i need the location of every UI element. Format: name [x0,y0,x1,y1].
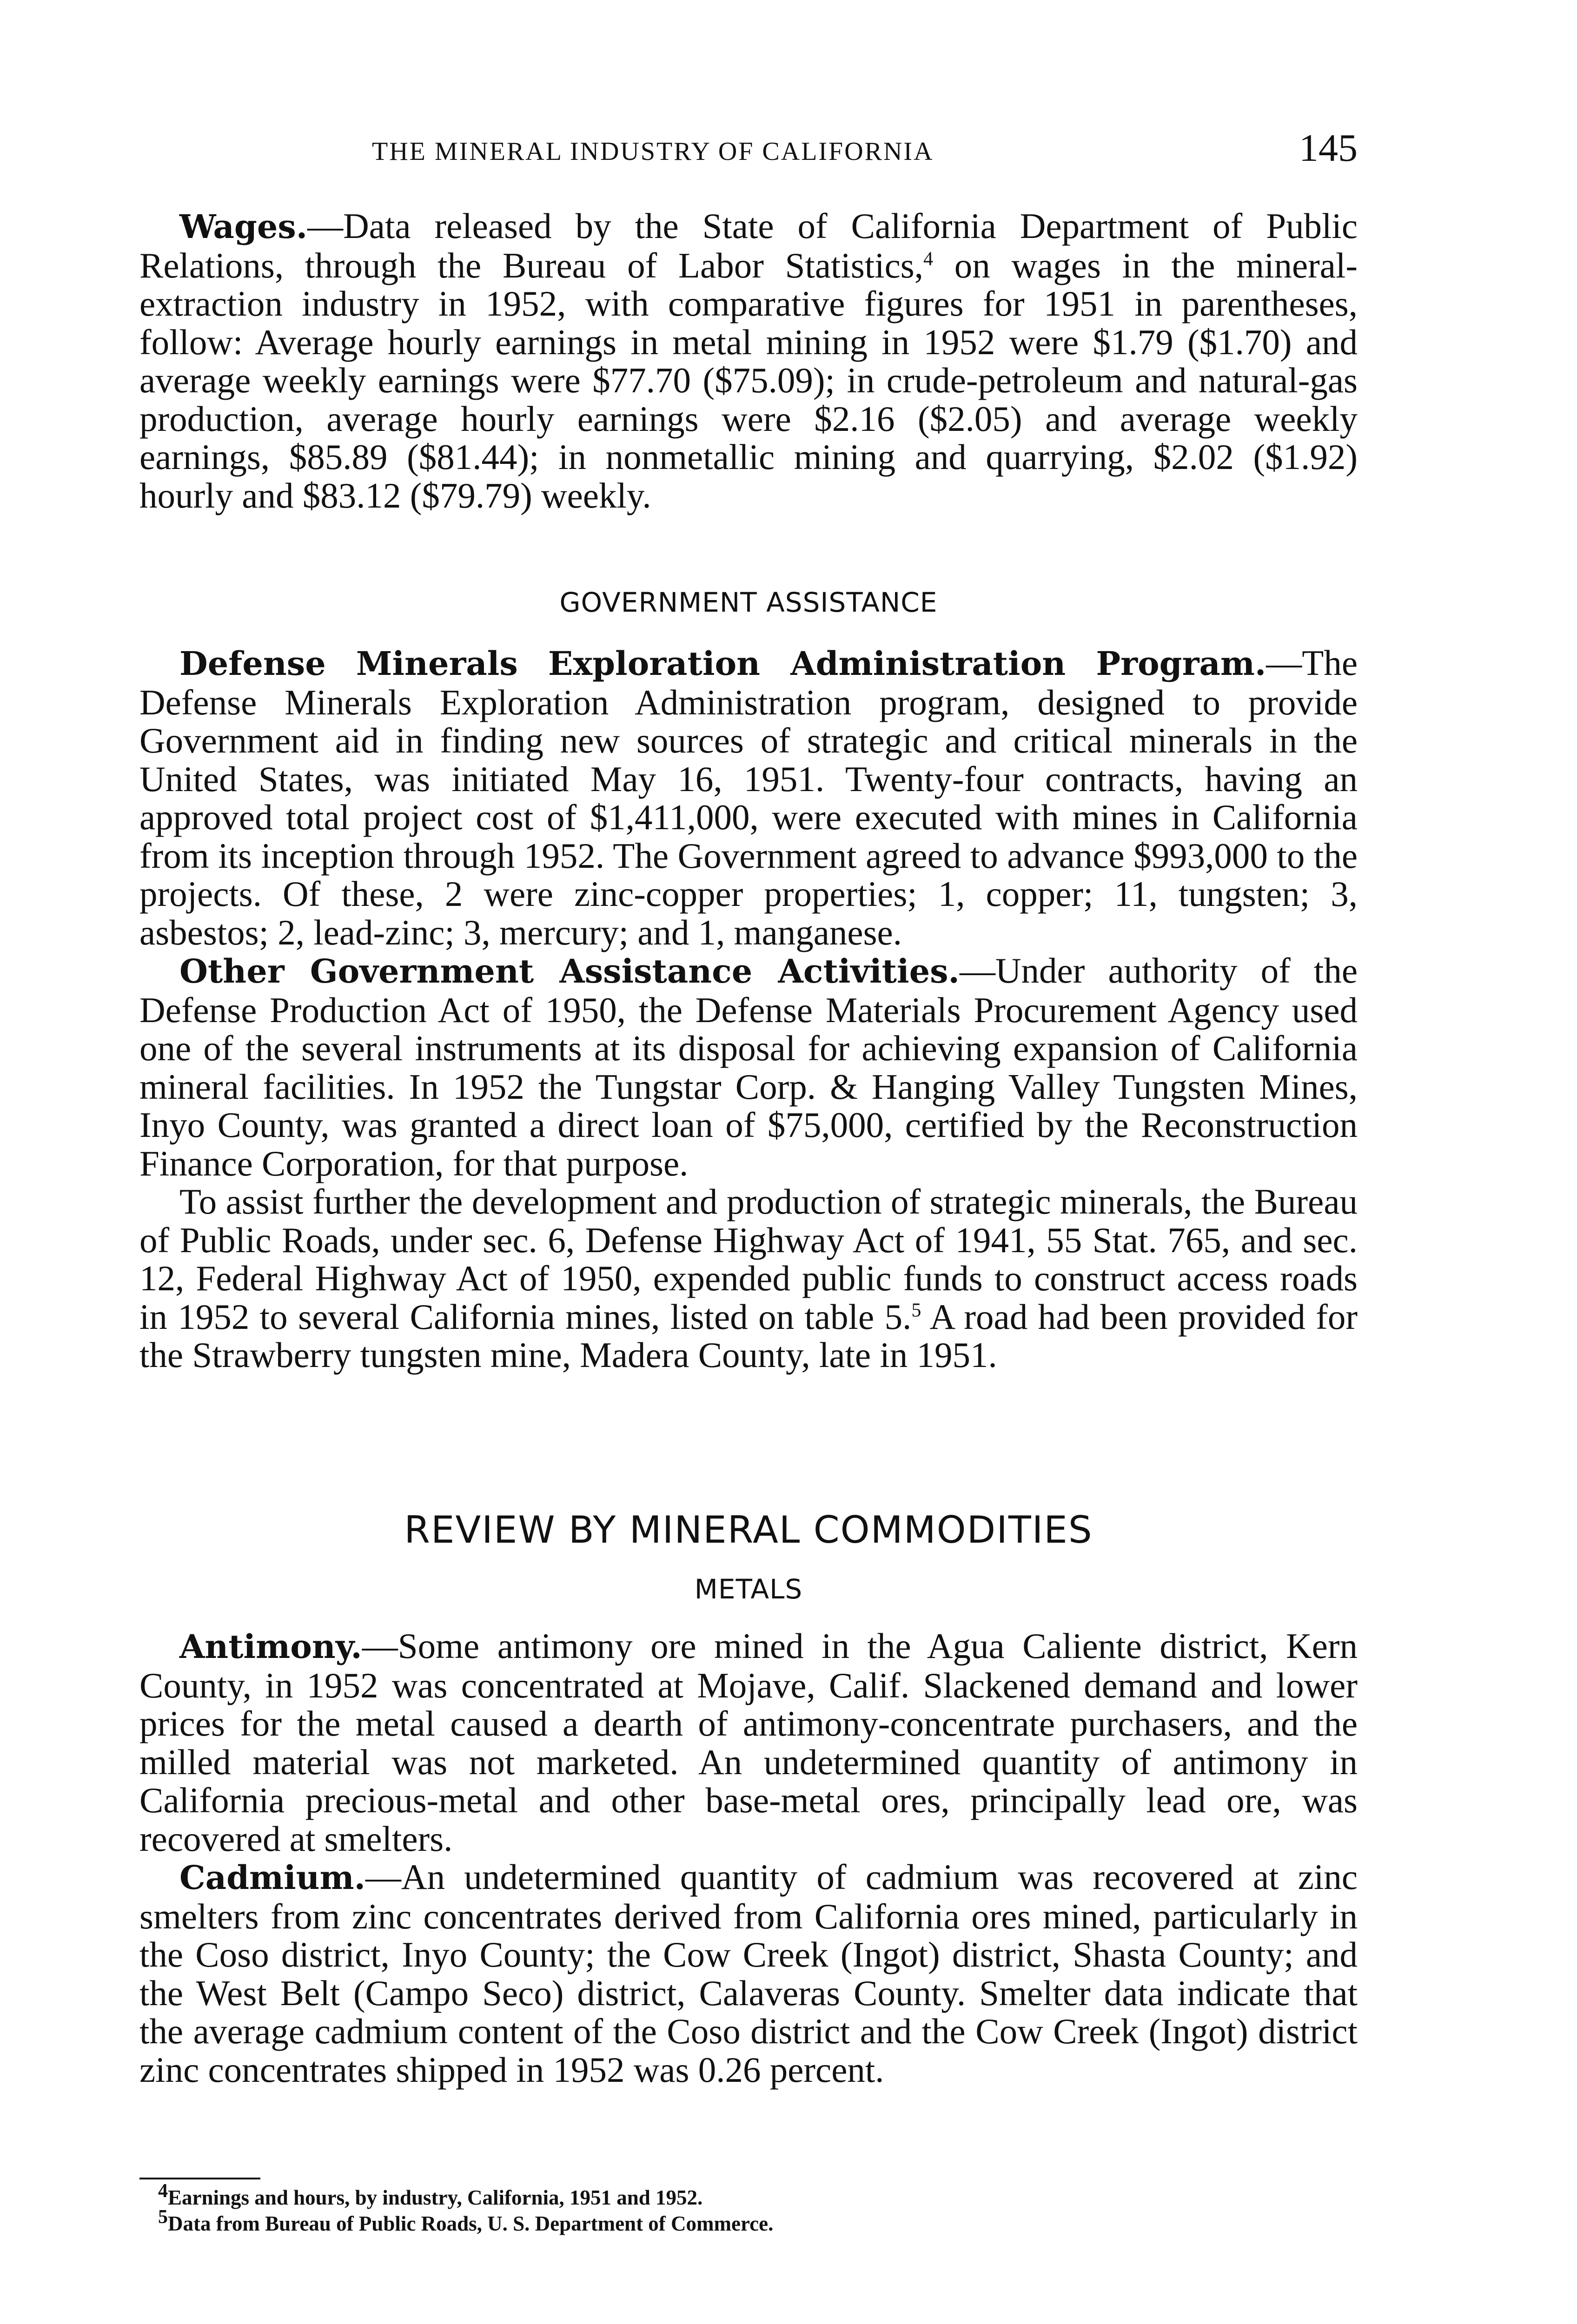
wages-text-part1: —Data released by the State of California Department of Public Relations, through the Bureau of Labor Statistics, [139,206,1358,285]
review-heading: REVIEW BY MINERAL COMMODITIES [404,1508,1093,1552]
page-number: 145 [1299,126,1358,170]
wages-text-part2: on wages in the mineral-extraction industry in 1952, with comparative figures for 1951 in parentheses, follow: Average hourly earnings in metal mining in 1952 were $1.79 ($1.70) and average weekly earnings were $77.70 ($75.09); in crude-petroleum and natural-gas production, average hourly earnings were $2.16 ($2.05) and average weekly earnings, $85.89 ($81.44); in nonmetallic mining and quarrying, $2.02 ($1.92) hourly and $83.12 ($79.79) weekly. [139,245,1358,515]
access-roads-text-part1: To assist further the development and production of strategic minerals, the Bureau of Public Roads, under sec. 6, Defense Highway Act of 1941, 55 Stat. 765, and sec. 12, Federal Highway Act of 1950, expended public funds to construct access roads in 1952 to several California mines, listed on table 5. [139,1182,1358,1337]
wages-section [139,207,1358,515]
dmea-runin: Defense Minerals Exploration Administration Program. [179,644,1266,683]
footnote-rule [139,2178,260,2179]
other-assistance-paragraph [139,951,1358,1182]
footnote-ref-5: 5 [911,1299,921,1321]
footnote-5 [158,2206,1358,2237]
footnotes [158,2180,1358,2237]
antimony-runin: Antimony. [179,1627,362,1666]
metals-section [139,1627,1358,2089]
government-assistance-heading: GOVERNMENT ASSISTANCE [559,587,938,618]
cadmium-paragraph [139,1858,1358,2089]
wages-paragraph [139,207,1358,515]
antimony-paragraph [139,1627,1358,1858]
footnote-ref-4: 4 [923,248,933,270]
government-assistance-section [139,644,1358,1374]
dmea-text: —The Defense Minerals Exploration Administration program, designed to provide Government aid in finding new sources of strategic and critical minerals in the United States, was initiated May 16, 1951. Twenty-four contracts, having an approved total project cost of $1,411,000, were executed with mines in California from its inception through 1952. The Government agreed to advance $993,000 to the projects. Of these, 2 were zinc-copper properties; 1, copper; 11, tungsten; 3, asbestos; 2, lead-zinc; 3, mercury; and 1, manganese. [139,643,1358,952]
dmea-paragraph [139,644,1358,951]
access-roads-text-part2: A road had been provided for the Strawberry tungsten mine, Madera County, late in 1951. [139,1296,1358,1375]
footnote-4 [158,2180,1358,2211]
wages-runin: Wages. [179,207,308,246]
other-assistance-runin: Other Government Assistance Activities. [179,952,960,990]
other-assistance-text: —Under authority of the Defense Production Act of 1950, the Defense Materials Procurement Agency used one of the several instruments at its disposal for achieving expansion of California mineral facilities. In 1952 the Tungstar Corp. & Hanging Valley Tungsten Mines, Inyo County, was granted a direct loan of $75,000, certified by the Reconstruction Finance Corporation, for that purpose. [139,951,1358,1183]
cadmium-runin: Cadmium. [179,1858,366,1897]
footnote-text-5: Data from Bureau of Public Roads, U. S. Department of Commerce. [168,2212,774,2235]
metals-subheading: METALS [694,1573,803,1605]
cadmium-text: —An undetermined quantity of cadmium was recovered at zinc smelters from zinc concentrates derived from California ores mined, particularly in the Coso district, Inyo County; the Cow Creek (Ingot) district, Shasta County; and the West Belt (Campo Seco) district, Calaveras County. Smelter data indicate that the average cadmium content of the Coso district and the Cow Creek (Ingot) district zinc concentrates shipped in 1952 was 0.26 percent. [139,1857,1358,2090]
footnote-text-4: Earnings and hours, by industry, California, 1951 and 1952. [168,2186,703,2209]
running-title: THE MINERAL INDUSTRY OF CALIFORNIA [372,137,934,166]
antimony-text: —Some antimony ore mined in the Agua Caliente district, Kern County, in 1952 was concentrated at Mojave, Calif. Slackened demand and lower prices for the metal caused a dearth of antimony-concentrate purchasers, and the milled material was not marketed. An undetermined quantity of antimony in California precious-metal and other base-metal ores, principally lead ore, was recovered at smelters. [139,1626,1358,1859]
footnote-mark-5: 5 [158,2206,168,2228]
running-head [139,125,1358,177]
access-roads-paragraph [139,1182,1358,1374]
footnote-mark-4: 4 [158,2180,168,2202]
